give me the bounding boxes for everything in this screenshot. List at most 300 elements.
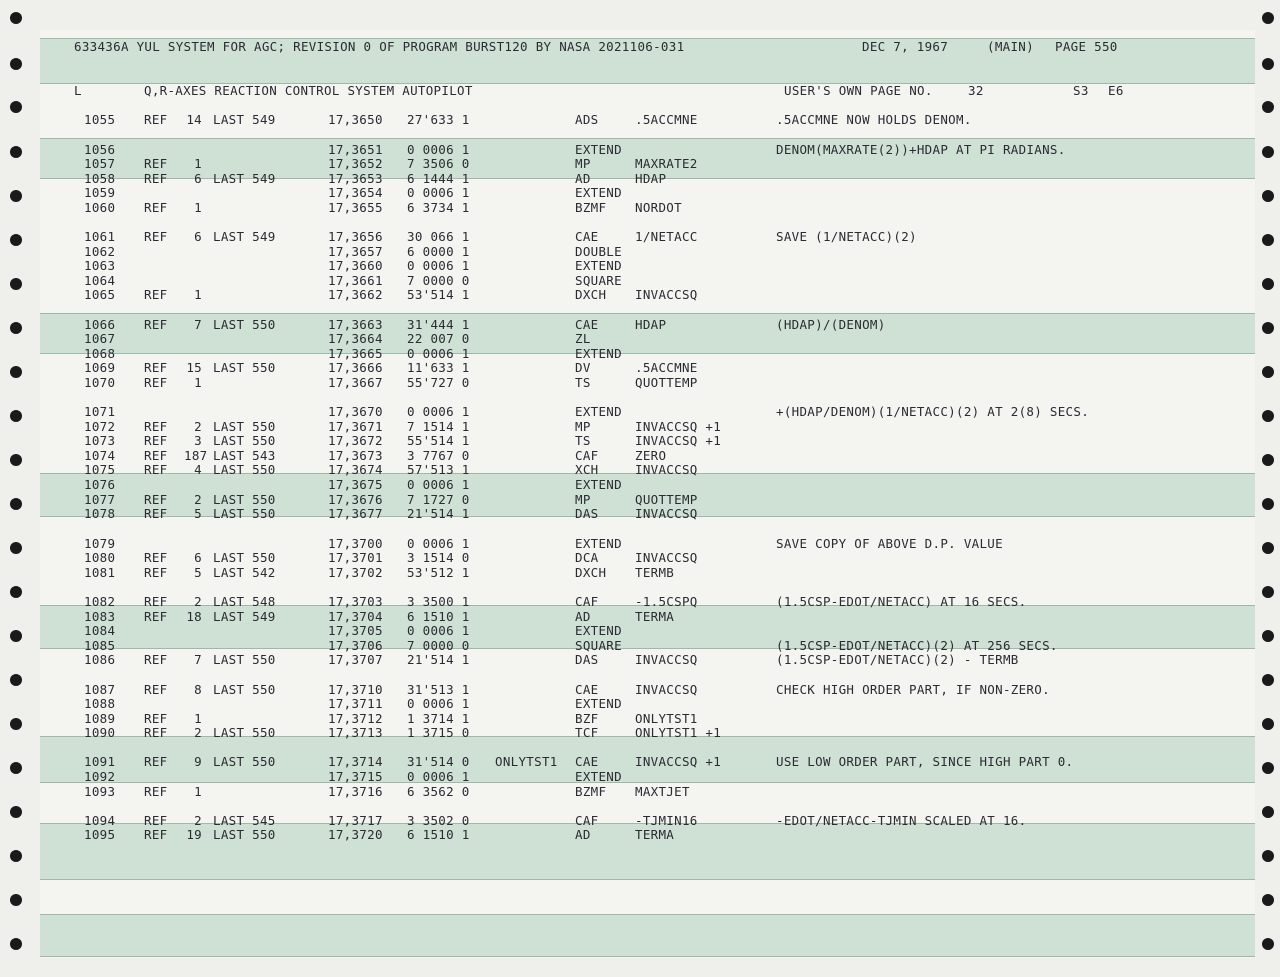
address: 17,3674 [328, 462, 383, 477]
listing-row [40, 113, 1255, 127]
last-page-ref: LAST 542 [213, 565, 276, 580]
ref-count: 14 [186, 112, 202, 127]
listing-row [40, 595, 1255, 609]
listing-row [40, 814, 1255, 828]
address: 17,3675 [328, 477, 383, 492]
operand: 1/NETACC [635, 229, 698, 244]
line-number: 1071 [84, 404, 116, 419]
address: 17,3664 [328, 331, 383, 346]
listing-row [40, 770, 1255, 784]
line-number: 1091 [84, 754, 116, 769]
ref-count: 6 [194, 229, 202, 244]
listing-row [40, 755, 1255, 769]
ref-count: 9 [194, 754, 202, 769]
operand: INVACCSQ +1 [635, 419, 722, 434]
octal-word: 7 1514 1 [407, 419, 470, 434]
opcode: EXTEND [575, 185, 622, 200]
comment: +(HDAP/DENOM)(1/NETACC)(2) AT 2(8) SECS. [776, 404, 1090, 419]
operand: TERMA [635, 827, 675, 842]
operand: INVACCSQ +1 [635, 754, 722, 769]
opcode: TS [575, 433, 591, 448]
opcode: SQUARE [575, 638, 622, 653]
octal-word: 55'514 1 [407, 433, 470, 448]
last-page-ref: LAST 545 [213, 813, 276, 828]
section-e6: E6 [1108, 83, 1124, 98]
operand: -1.5CSPQ [635, 594, 698, 609]
octal-word: 6 1510 1 [407, 609, 470, 624]
line-number: 1095 [84, 827, 116, 842]
address: 17,3654 [328, 185, 383, 200]
header-page: PAGE 550 [1055, 39, 1118, 54]
ref-marker: REF [144, 462, 168, 477]
feed-hole [10, 410, 22, 422]
octal-word: 6 3562 0 [407, 784, 470, 799]
symbol-label: ONLYTST1 [495, 754, 558, 769]
address: 17,3677 [328, 506, 383, 521]
ref-count: 6 [194, 550, 202, 565]
address: 17,3660 [328, 258, 383, 273]
ref-marker: REF [144, 112, 168, 127]
listing-row [40, 143, 1255, 157]
line-number: 1055 [84, 112, 116, 127]
octal-word: 57'513 1 [407, 462, 470, 477]
listing-row [40, 551, 1255, 565]
ref-count: 19 [186, 827, 202, 842]
listing-row [40, 566, 1255, 580]
ref-count: 8 [194, 682, 202, 697]
opcode: EXTEND [575, 696, 622, 711]
feed-hole [10, 850, 22, 862]
opcode: MP [575, 419, 591, 434]
ref-count: 7 [194, 317, 202, 332]
octal-word: 31'444 1 [407, 317, 470, 332]
operand: INVACCSQ [635, 550, 698, 565]
last-page-ref: LAST 550 [213, 433, 276, 448]
listing-row [40, 449, 1255, 463]
line-number: 1084 [84, 623, 116, 638]
comment: SAVE (1/NETACC)(2) [776, 229, 917, 244]
feed-hole [1262, 498, 1274, 510]
listing-row [40, 712, 1255, 726]
line-number: 1070 [84, 375, 116, 390]
line-number: 1058 [84, 171, 116, 186]
line-number: 1073 [84, 433, 116, 448]
comment: DENOM(MAXRATE(2))+HDAP AT PI RADIANS. [776, 142, 1066, 157]
printout-page [40, 30, 1255, 958]
operand: MAXTJET [635, 784, 690, 799]
address: 17,3657 [328, 244, 383, 259]
comment: -EDOT/NETACC-TJMIN SCALED AT 16. [776, 813, 1027, 828]
last-page-ref: LAST 550 [213, 317, 276, 332]
octal-word: 0 0006 1 [407, 346, 470, 361]
listing-row [40, 157, 1255, 171]
ref-marker: REF [144, 229, 168, 244]
opcode: TS [575, 375, 591, 390]
line-number: 1061 [84, 229, 116, 244]
ref-marker: REF [144, 754, 168, 769]
line-number: 1078 [84, 506, 116, 521]
line-number: 1068 [84, 346, 116, 361]
operand: TERMA [635, 609, 675, 624]
opcode: AD [575, 609, 591, 624]
ref-marker: REF [144, 360, 168, 375]
octal-word: 7 0000 0 [407, 638, 470, 653]
line-number: 1081 [84, 565, 116, 580]
opcode: EXTEND [575, 404, 622, 419]
operand: .5ACCMNE [635, 112, 698, 127]
octal-word: 0 0006 1 [407, 769, 470, 784]
opcode: EXTEND [575, 346, 622, 361]
ref-count: 1 [194, 287, 202, 302]
opcode: DXCH [575, 287, 607, 302]
line-number: 1064 [84, 273, 116, 288]
octal-word: 0 0006 1 [407, 623, 470, 638]
ref-marker: REF [144, 375, 168, 390]
octal-word: 3 7767 0 [407, 448, 470, 463]
listing-row [40, 245, 1255, 259]
octal-word: 21'514 1 [407, 506, 470, 521]
header-line [40, 40, 1255, 54]
listing-row [40, 405, 1255, 419]
listing-row [40, 785, 1255, 799]
ref-count: 1 [194, 200, 202, 215]
opcode: AD [575, 827, 591, 842]
ref-count: 3 [194, 433, 202, 448]
feed-hole [10, 762, 22, 774]
opcode: CAE [575, 682, 599, 697]
ref-count: 5 [194, 565, 202, 580]
comment: (1.5CSP-EDOT/NETACC)(2) - TERMB [776, 652, 1019, 667]
opcode: EXTEND [575, 477, 622, 492]
opcode: MP [575, 492, 591, 507]
octal-word: 3 3500 1 [407, 594, 470, 609]
last-page-ref: LAST 550 [213, 725, 276, 740]
opcode: DCA [575, 550, 599, 565]
ref-count: 5 [194, 506, 202, 521]
octal-word: 0 0006 1 [407, 536, 470, 551]
octal-word: 31'514 0 [407, 754, 470, 769]
feed-hole [1262, 146, 1274, 158]
listing-row [40, 201, 1255, 215]
opcode: AD [575, 171, 591, 186]
address: 17,3716 [328, 784, 383, 799]
feed-hole [10, 806, 22, 818]
ref-marker: REF [144, 711, 168, 726]
feed-hole [1262, 674, 1274, 686]
address: 17,3672 [328, 433, 383, 448]
feed-hole [1262, 278, 1274, 290]
feed-hole [10, 454, 22, 466]
address: 17,3651 [328, 142, 383, 157]
address: 17,3656 [328, 229, 383, 244]
octal-word: 3 1514 0 [407, 550, 470, 565]
feed-hole [1262, 410, 1274, 422]
opcode: CAE [575, 754, 599, 769]
line-number: 1072 [84, 419, 116, 434]
opcode: DAS [575, 652, 599, 667]
feed-hole [1262, 718, 1274, 730]
octal-word: 6 1510 1 [407, 827, 470, 842]
last-page-ref: LAST 549 [213, 112, 276, 127]
feed-hole [10, 366, 22, 378]
feed-hole [10, 101, 22, 113]
listing-row [40, 376, 1255, 390]
address: 17,3700 [328, 536, 383, 551]
address: 17,3711 [328, 696, 383, 711]
ref-marker: REF [144, 317, 168, 332]
ref-marker: REF [144, 419, 168, 434]
feed-hole [10, 190, 22, 202]
ref-marker: REF [144, 156, 168, 171]
opcode: XCH [575, 462, 599, 477]
ref-count: 18 [186, 609, 202, 624]
line-number: 1059 [84, 185, 116, 200]
ref-count: 187 [184, 448, 208, 463]
feed-hole [10, 498, 22, 510]
feed-hole [1262, 190, 1274, 202]
feed-hole [1262, 12, 1274, 24]
octal-word: 1 3714 1 [407, 711, 470, 726]
address: 17,3653 [328, 171, 383, 186]
operand: NORDOT [635, 200, 682, 215]
address: 17,3671 [328, 419, 383, 434]
octal-word: 31'513 1 [407, 682, 470, 697]
ref-marker: REF [144, 725, 168, 740]
line-number: 1083 [84, 609, 116, 624]
last-page-ref: LAST 548 [213, 594, 276, 609]
opcode: BZMF [575, 784, 607, 799]
octal-word: 0 0006 1 [407, 258, 470, 273]
operand: HDAP [635, 317, 667, 332]
listing-row [40, 434, 1255, 448]
listing-row [40, 507, 1255, 521]
line-number: 1067 [84, 331, 116, 346]
feed-hole [10, 12, 22, 24]
line-number: 1079 [84, 536, 116, 551]
opcode: CAF [575, 813, 599, 828]
octal-word: 22 007 0 [407, 331, 470, 346]
ref-marker: REF [144, 448, 168, 463]
header-left: 633436A YUL SYSTEM FOR AGC; REVISION 0 OF PROGRAM BURST120 BY NASA 2021106-031 [74, 39, 685, 54]
line-number: 1077 [84, 492, 116, 507]
last-page-ref: LAST 550 [213, 827, 276, 842]
feed-hole [10, 630, 22, 642]
comment: SAVE COPY OF ABOVE D.P. VALUE [776, 536, 1003, 551]
header-date: DEC 7, 1967 [862, 39, 949, 54]
operand: ONLYTST1 +1 [635, 725, 722, 740]
address: 17,3665 [328, 346, 383, 361]
opcode: SQUARE [575, 273, 622, 288]
address: 17,3717 [328, 813, 383, 828]
octal-word: 6 3734 1 [407, 200, 470, 215]
address: 17,3663 [328, 317, 383, 332]
address: 17,3720 [328, 827, 383, 842]
octal-word: 6 0000 1 [407, 244, 470, 259]
subheader-mark: L [74, 83, 82, 98]
comment: USE LOW ORDER PART, SINCE HIGH PART 0. [776, 754, 1074, 769]
feed-hole [10, 718, 22, 730]
ref-marker: REF [144, 433, 168, 448]
octal-word: 55'727 0 [407, 375, 470, 390]
line-number: 1060 [84, 200, 116, 215]
ref-count: 6 [194, 171, 202, 186]
address: 17,3670 [328, 404, 383, 419]
line-number: 1074 [84, 448, 116, 463]
opcode: EXTEND [575, 769, 622, 784]
feed-hole [1262, 762, 1274, 774]
feed-hole [1262, 894, 1274, 906]
octal-word: 53'512 1 [407, 565, 470, 580]
ref-count: 4 [194, 462, 202, 477]
comment: (HDAP)/(DENOM) [776, 317, 886, 332]
users-page-label: USER'S OWN PAGE NO. [784, 83, 933, 98]
address: 17,3715 [328, 769, 383, 784]
octal-word: 7 3506 0 [407, 156, 470, 171]
feed-hole [10, 278, 22, 290]
address: 17,3703 [328, 594, 383, 609]
operand: INVACCSQ [635, 682, 698, 697]
operand: MAXRATE2 [635, 156, 698, 171]
listing-row [40, 420, 1255, 434]
feed-hole [10, 234, 22, 246]
last-page-ref: LAST 550 [213, 550, 276, 565]
address: 17,3704 [328, 609, 383, 624]
octal-word: 0 0006 1 [407, 696, 470, 711]
ref-count: 2 [194, 725, 202, 740]
operand: TERMB [635, 565, 675, 580]
address: 17,3701 [328, 550, 383, 565]
ref-count: 1 [194, 711, 202, 726]
octal-word: 0 0006 1 [407, 477, 470, 492]
opcode: CAE [575, 229, 599, 244]
comment: (1.5CSP-EDOT/NETACC)(2) AT 256 SECS. [776, 638, 1058, 653]
feed-hole [1262, 101, 1274, 113]
feed-hole [10, 542, 22, 554]
listing-row [40, 493, 1255, 507]
listing-row [40, 639, 1255, 653]
line-number: 1063 [84, 258, 116, 273]
line-number: 1086 [84, 652, 116, 667]
comment: (1.5CSP-EDOT/NETACC) AT 16 SECS. [776, 594, 1027, 609]
right-tractor-feed [1262, 0, 1280, 977]
last-page-ref: LAST 543 [213, 448, 276, 463]
ref-count: 1 [194, 784, 202, 799]
line-number: 1062 [84, 244, 116, 259]
line-number: 1057 [84, 156, 116, 171]
ref-marker: REF [144, 565, 168, 580]
listing-row [40, 288, 1255, 302]
operand: ZERO [635, 448, 667, 463]
address: 17,3673 [328, 448, 383, 463]
listing-row [40, 259, 1255, 273]
subheader-line [40, 84, 1255, 98]
header-main: (MAIN) [987, 39, 1034, 54]
operand: INVACCSQ [635, 287, 698, 302]
octal-word: 27'633 1 [407, 112, 470, 127]
line-number: 1088 [84, 696, 116, 711]
line-number: 1085 [84, 638, 116, 653]
listing-row [40, 537, 1255, 551]
last-page-ref: LAST 550 [213, 652, 276, 667]
octal-word: 53'514 1 [407, 287, 470, 302]
ref-count: 7 [194, 652, 202, 667]
feed-hole [1262, 806, 1274, 818]
ref-marker: REF [144, 682, 168, 697]
last-page-ref: LAST 550 [213, 492, 276, 507]
opcode: DOUBLE [575, 244, 622, 259]
line-number: 1066 [84, 317, 116, 332]
address: 17,3666 [328, 360, 383, 375]
address: 17,3702 [328, 565, 383, 580]
listing-row [40, 274, 1255, 288]
comment: CHECK HIGH ORDER PART, IF NON-ZERO. [776, 682, 1050, 697]
feed-hole [10, 938, 22, 950]
address: 17,3706 [328, 638, 383, 653]
ref-marker: REF [144, 200, 168, 215]
feed-hole [10, 322, 22, 334]
operand: QUOTTEMP [635, 375, 698, 390]
listing-row [40, 478, 1255, 492]
line-number: 1080 [84, 550, 116, 565]
feed-hole [10, 894, 22, 906]
opcode: DAS [575, 506, 599, 521]
opcode: BZF [575, 711, 599, 726]
address: 17,3714 [328, 754, 383, 769]
ref-marker: REF [144, 287, 168, 302]
line-number: 1056 [84, 142, 116, 157]
operand: -TJMIN16 [635, 813, 698, 828]
opcode: CAF [575, 594, 599, 609]
opcode: ZL [575, 331, 591, 346]
ref-count: 15 [186, 360, 202, 375]
feed-hole [1262, 586, 1274, 598]
line-number: 1069 [84, 360, 116, 375]
ref-count: 1 [194, 375, 202, 390]
operand: ONLYTST1 [635, 711, 698, 726]
octal-word: 0 0006 1 [407, 185, 470, 200]
opcode: BZMF [575, 200, 607, 215]
feed-hole [10, 58, 22, 70]
listing-row [40, 186, 1255, 200]
listing-row [40, 653, 1255, 667]
octal-word: 11'633 1 [407, 360, 470, 375]
feed-hole [1262, 58, 1274, 70]
ref-marker: REF [144, 594, 168, 609]
last-page-ref: LAST 550 [213, 462, 276, 477]
opcode: EXTEND [575, 623, 622, 638]
listing-row [40, 726, 1255, 740]
octal-word: 7 1727 0 [407, 492, 470, 507]
operand: HDAP [635, 171, 667, 186]
address: 17,3676 [328, 492, 383, 507]
octal-word: 21'514 1 [407, 652, 470, 667]
opcode: EXTEND [575, 536, 622, 551]
listing-row [40, 361, 1255, 375]
address: 17,3650 [328, 112, 383, 127]
line-number: 1094 [84, 813, 116, 828]
ref-marker: REF [144, 550, 168, 565]
operand: INVACCSQ [635, 506, 698, 521]
line-number: 1075 [84, 462, 116, 477]
ref-marker: REF [144, 652, 168, 667]
octal-word: 6 1444 1 [407, 171, 470, 186]
left-tractor-feed [10, 0, 30, 977]
last-page-ref: LAST 550 [213, 754, 276, 769]
line-number: 1093 [84, 784, 116, 799]
octal-word: 30 066 1 [407, 229, 470, 244]
opcode: CAF [575, 448, 599, 463]
operand: INVACCSQ +1 [635, 433, 722, 448]
